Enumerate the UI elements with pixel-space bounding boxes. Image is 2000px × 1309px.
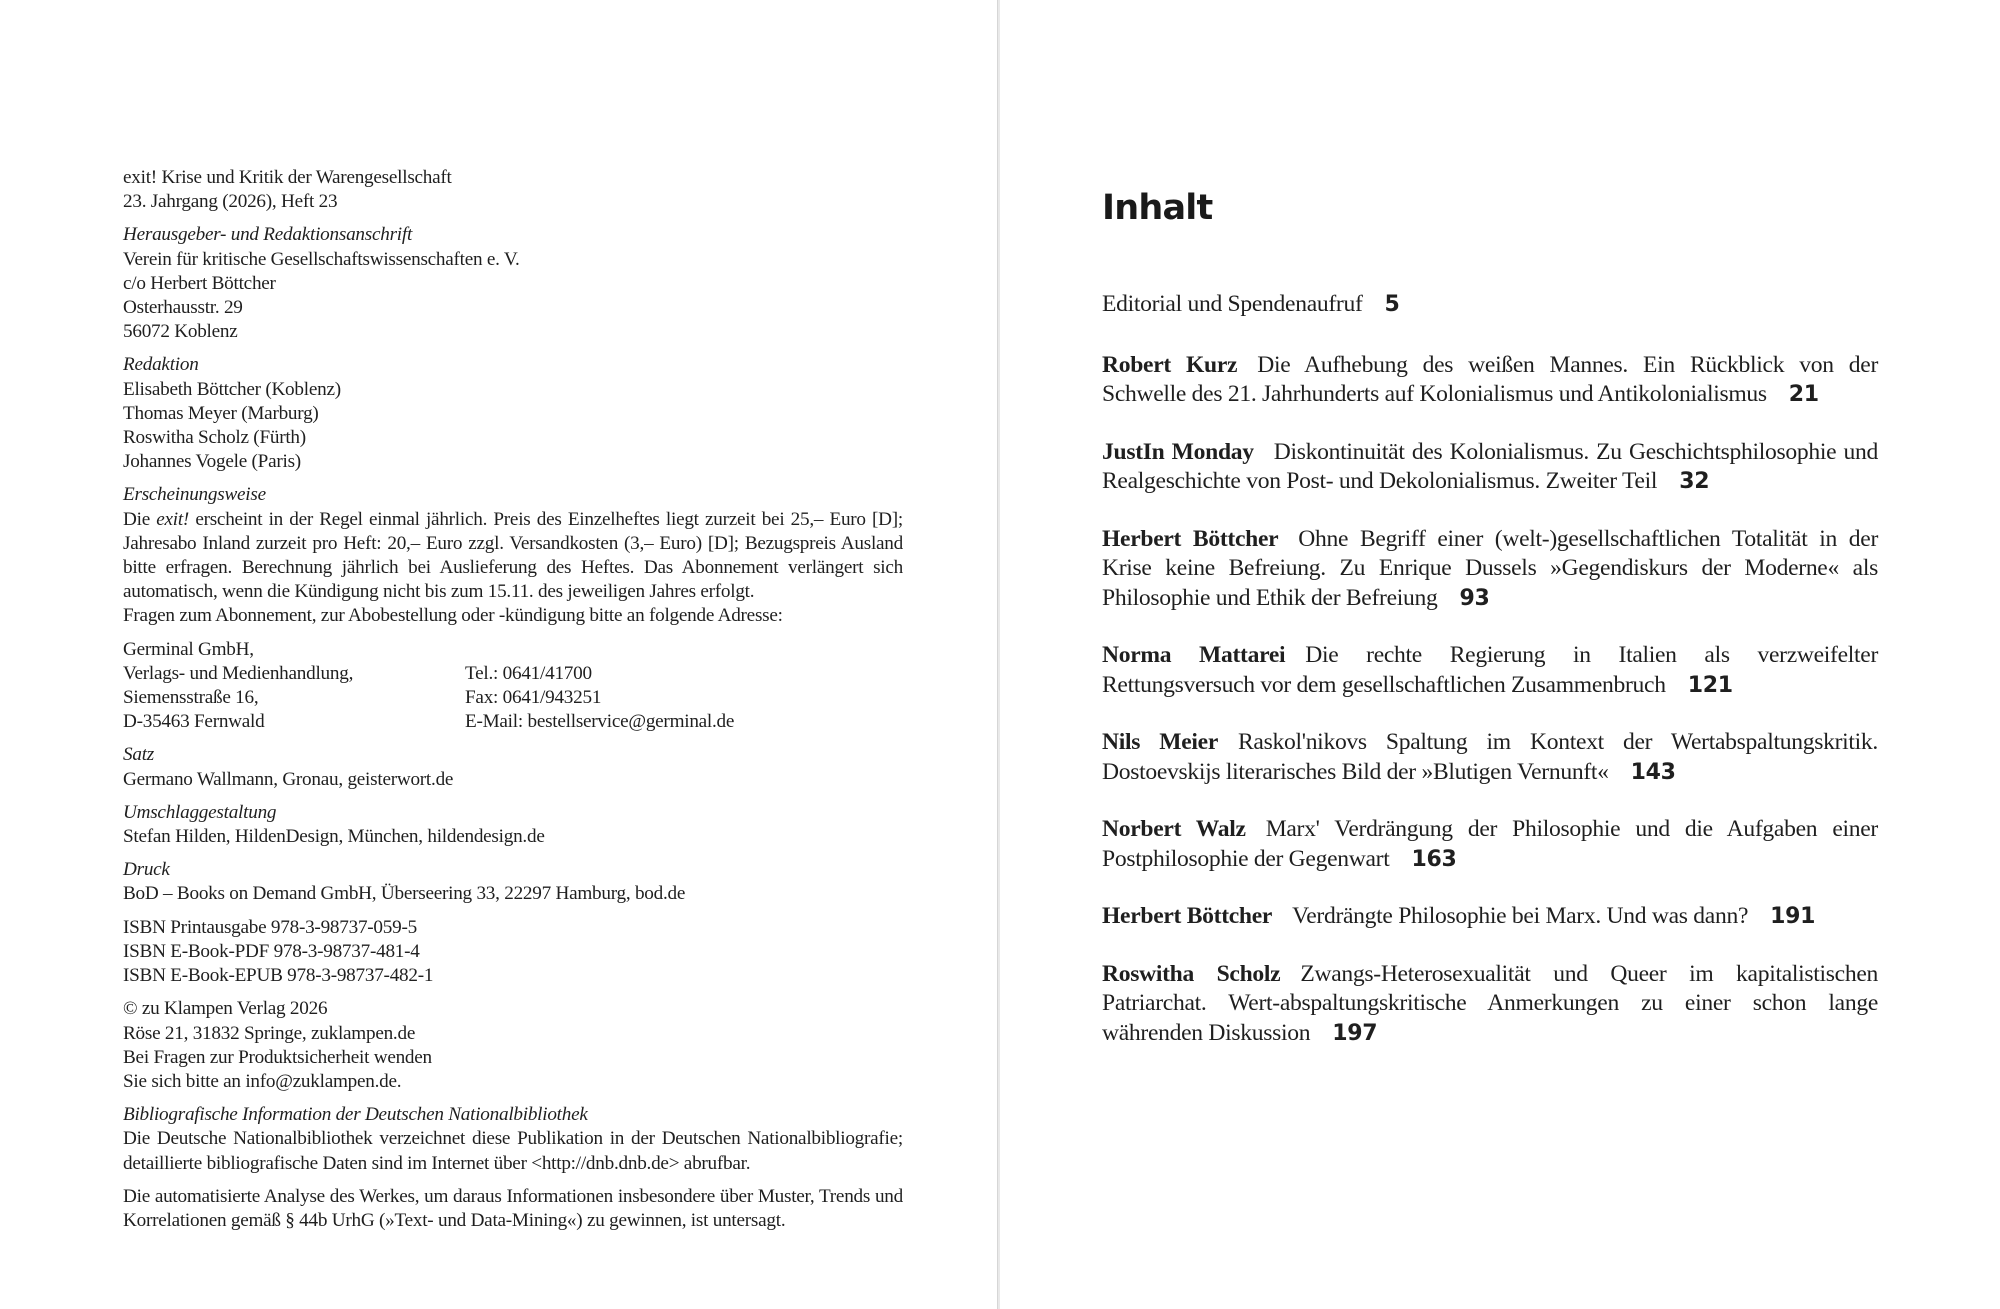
contents-entry[interactable]: [1102, 728, 1878, 787]
cover-block: [123, 801, 903, 849]
bibliographic-block: [123, 1103, 903, 1176]
distributor-phone: Tel.: 0641/41700: [465, 662, 592, 684]
distributor-address: [123, 638, 465, 735]
entry-title: Die Aufhebung des weißen Mannes. Ein Rückblick von der Schwelle des 21. Jahrhunderts auf Kolonialismus und Antikolonialismus: [1102, 351, 1879, 407]
print-block: [123, 858, 903, 906]
distributor-fax: Fax: 0641/943251: [465, 687, 602, 709]
distributor-block: [123, 638, 903, 735]
contents-entry[interactable]: [1102, 902, 1878, 932]
distributor-line: Germinal GmbH,: [123, 638, 254, 660]
subscription-contact-note: Fragen zum Abonnement, zur Abobestellung oder -kündigung bitte an folgende Adresse:: [123, 605, 783, 627]
entry-page-number: 191: [1770, 904, 1816, 929]
print-text: BoD – Books on Demand GmbH, Überseering 33, 22297 Hamburg, bod.de: [123, 883, 686, 905]
print-heading: Druck: [123, 859, 170, 881]
series-title: exit! Krise und Kritik der Warengesellschaft: [123, 167, 452, 188]
contents-entry[interactable]: [1102, 438, 1878, 497]
entry-page-number: 5: [1384, 292, 1400, 317]
contents-title: Inhalt: [1102, 188, 1213, 228]
contents-entry[interactable]: [1102, 351, 1878, 410]
entry-author: Roswitha Scholz: [1102, 960, 1281, 987]
isbn-block: [123, 916, 903, 989]
editor-name: Elisabeth Böttcher (Koblenz): [123, 378, 341, 400]
editors-heading: Redaktion: [123, 354, 199, 376]
entry-author: JustIn Monday: [1102, 438, 1254, 465]
publisher-line: Verein für kritische Gesellschaftswissenschaften e. V.: [123, 248, 520, 270]
copyright-line: Röse 21, 31832 Springe, zuklampen.de: [123, 1022, 416, 1044]
publication-heading: Erscheinungsweise: [123, 484, 266, 506]
entry-author: Robert Kurz: [1102, 351, 1238, 378]
entry-page-number: 163: [1411, 846, 1457, 872]
editor-name: Thomas Meyer (Marburg): [123, 402, 319, 424]
editor-name: Johannes Vogele (Paris): [123, 451, 301, 473]
cover-text: Stefan Hilden, HildenDesign, München, hildendesign.de: [123, 826, 545, 848]
publisher-line: c/o Herbert Böttcher: [123, 272, 276, 294]
contents-entry[interactable]: [1102, 815, 1878, 874]
contents-entry[interactable]: [1102, 525, 1878, 614]
isbn-line: ISBN E-Book-EPUB 978-3-98737-482-1: [123, 965, 434, 987]
entry-author: Norma Mattarei: [1102, 642, 1286, 668]
distributor-contact: [465, 638, 903, 735]
entry-author: Herbert Böttcher: [1102, 903, 1273, 929]
entry-title: Editorial und Spendenaufruf: [1102, 291, 1363, 317]
bibliographic-text: Die Deutsche Nationalbibliothek verzeichnet diese Publikation in der Deutschen Nationalbibliografie; detaillierte bibliografische Daten sind im Internet über <http://dnb.dnb.de> abrufbar.: [123, 1128, 903, 1174]
contents-list: [1102, 290, 1878, 1076]
journal-name: exit!: [156, 508, 190, 530]
publication-block: [123, 483, 903, 628]
typesetting-text: Germano Wallmann, Gronau, geisterwort.de: [123, 768, 454, 790]
series-block: [123, 166, 903, 214]
publication-text-pre: Die: [123, 508, 157, 530]
copyright-block: [123, 997, 903, 1094]
isbn-line: ISBN E-Book-PDF 978-3-98737-481-4: [123, 940, 420, 962]
entry-title: Diskontinuität des Kolonialismus. Zu Geschichtsphilosophie und Realgeschichte von Post- und Dekolonialismus. Zweiter Teil: [1102, 438, 1879, 494]
entry-author: Herbert Böttcher: [1102, 525, 1279, 552]
contents-entry[interactable]: [1102, 290, 1878, 320]
copyright-line: Sie sich bitte an info@zuklampen.de.: [123, 1070, 402, 1092]
editor-name: Roswitha Scholz (Fürth): [123, 427, 306, 449]
publication-text: [123, 508, 903, 605]
publisher-heading: Herausgeber- und Redaktionsanschrift: [123, 224, 413, 246]
publisher-line: 56072 Koblenz: [123, 321, 238, 343]
entry-page-number: 93: [1459, 585, 1490, 611]
entry-page-number: 197: [1332, 1020, 1378, 1046]
distributor-line: D-35463 Fernwald: [123, 711, 265, 733]
distributor-email: E-Mail: bestellservice@germinal.de: [465, 711, 735, 733]
entry-title: Verdrängte Philosophie bei Marx. Und was dann?: [1292, 903, 1749, 929]
editors-block: [123, 353, 903, 474]
publisher-line: Osterhausstr. 29: [123, 297, 243, 319]
contents-entry[interactable]: [1102, 960, 1878, 1049]
entry-author: Nils Meier: [1102, 729, 1218, 755]
entry-title: Die rechte Regierung in Italien als verzweifelter Rettungsversuch vor dem gesellschaftlichen Zusammenbruch: [1102, 642, 1878, 698]
imprint-block: [123, 166, 903, 1242]
entry-page-number: 143: [1630, 759, 1676, 785]
tdm-block: [123, 1185, 903, 1233]
entry-title: Ohne Begriff einer (welt-)gesellschaftlichen Totalität in der Krise keine Befreiung. Zu Enrique Dussels »Gegendiskurs der Moderne« als Philosophie und Ethik der Befreiung: [1102, 525, 1879, 611]
volume-info: 23. Jahrgang (2026), Heft 23: [123, 191, 338, 213]
cover-heading: Umschlaggestaltung: [123, 801, 277, 823]
bibliographic-heading: Bibliografische Information der Deutschen Nationalbibliothek: [123, 1104, 588, 1126]
entry-page-number: 21: [1788, 382, 1819, 407]
entry-page-number: 121: [1687, 672, 1733, 698]
copyright-line: Bei Fragen zur Produktsicherheit wenden: [123, 1046, 432, 1068]
publication-text-post: erscheint in der Regel einmal jährlich. Preis des Einzelheftes liegt zurzeit bei 25,– Euro [D]; Jahresabo Inland zurzeit pro Heft: 20,– Euro zzgl. Versandkosten (3,– Euro) [D]; Bezugspreis Ausland bitte erfragen. Berechnung jährlich bei Auslieferung des Heftes. Das Abonnement verlängert sich automatisch, wenn die Kündigung nicht bis zum 15.11. des jeweiligen Jahres erfolgt.: [123, 508, 903, 603]
copyright-line: © zu Klampen Verlag 2026: [123, 998, 328, 1020]
entry-title: Marx' Verdrängung der Philosophie und die Aufgaben einer Postphilosophie der Gegenwart: [1102, 816, 1878, 872]
entry-page-number: 32: [1679, 469, 1710, 494]
imprint-page: [0, 0, 998, 1309]
contents-entry[interactable]: [1102, 641, 1878, 700]
typesetting-block: [123, 743, 903, 791]
distributor-line: Verlags- und Medienhandlung,: [123, 662, 354, 684]
entry-title: Zwangs-Heterosexualität und Queer im kapitalistischen Patriarchat. Wert-abspaltungskritische Anmerkungen zu einer schon lange währenden Diskussion: [1102, 960, 1879, 1046]
distributor-line: Siemensstraße 16,: [123, 687, 259, 709]
entry-author: Norbert Walz: [1102, 816, 1246, 842]
isbn-line: ISBN Printausgabe 978-3-98737-059-5: [123, 916, 417, 938]
publisher-block: [123, 223, 903, 344]
tdm-notice: Die automatisierte Analyse des Werkes, um daraus Informationen insbesondere über Muster, Trends und Korrelationen gemäß § 44b UrhG (»Text- und Data-Mining«) zu gewinnen, ist untersagt.: [123, 1185, 903, 1231]
entry-title: Raskol'nikovs Spaltung im Kontext der Wertabspaltungskritik. Dostoevskijs literarisches Bild der »Blutigen Vernunft«: [1102, 729, 1878, 785]
typesetting-heading: Satz: [123, 744, 154, 766]
